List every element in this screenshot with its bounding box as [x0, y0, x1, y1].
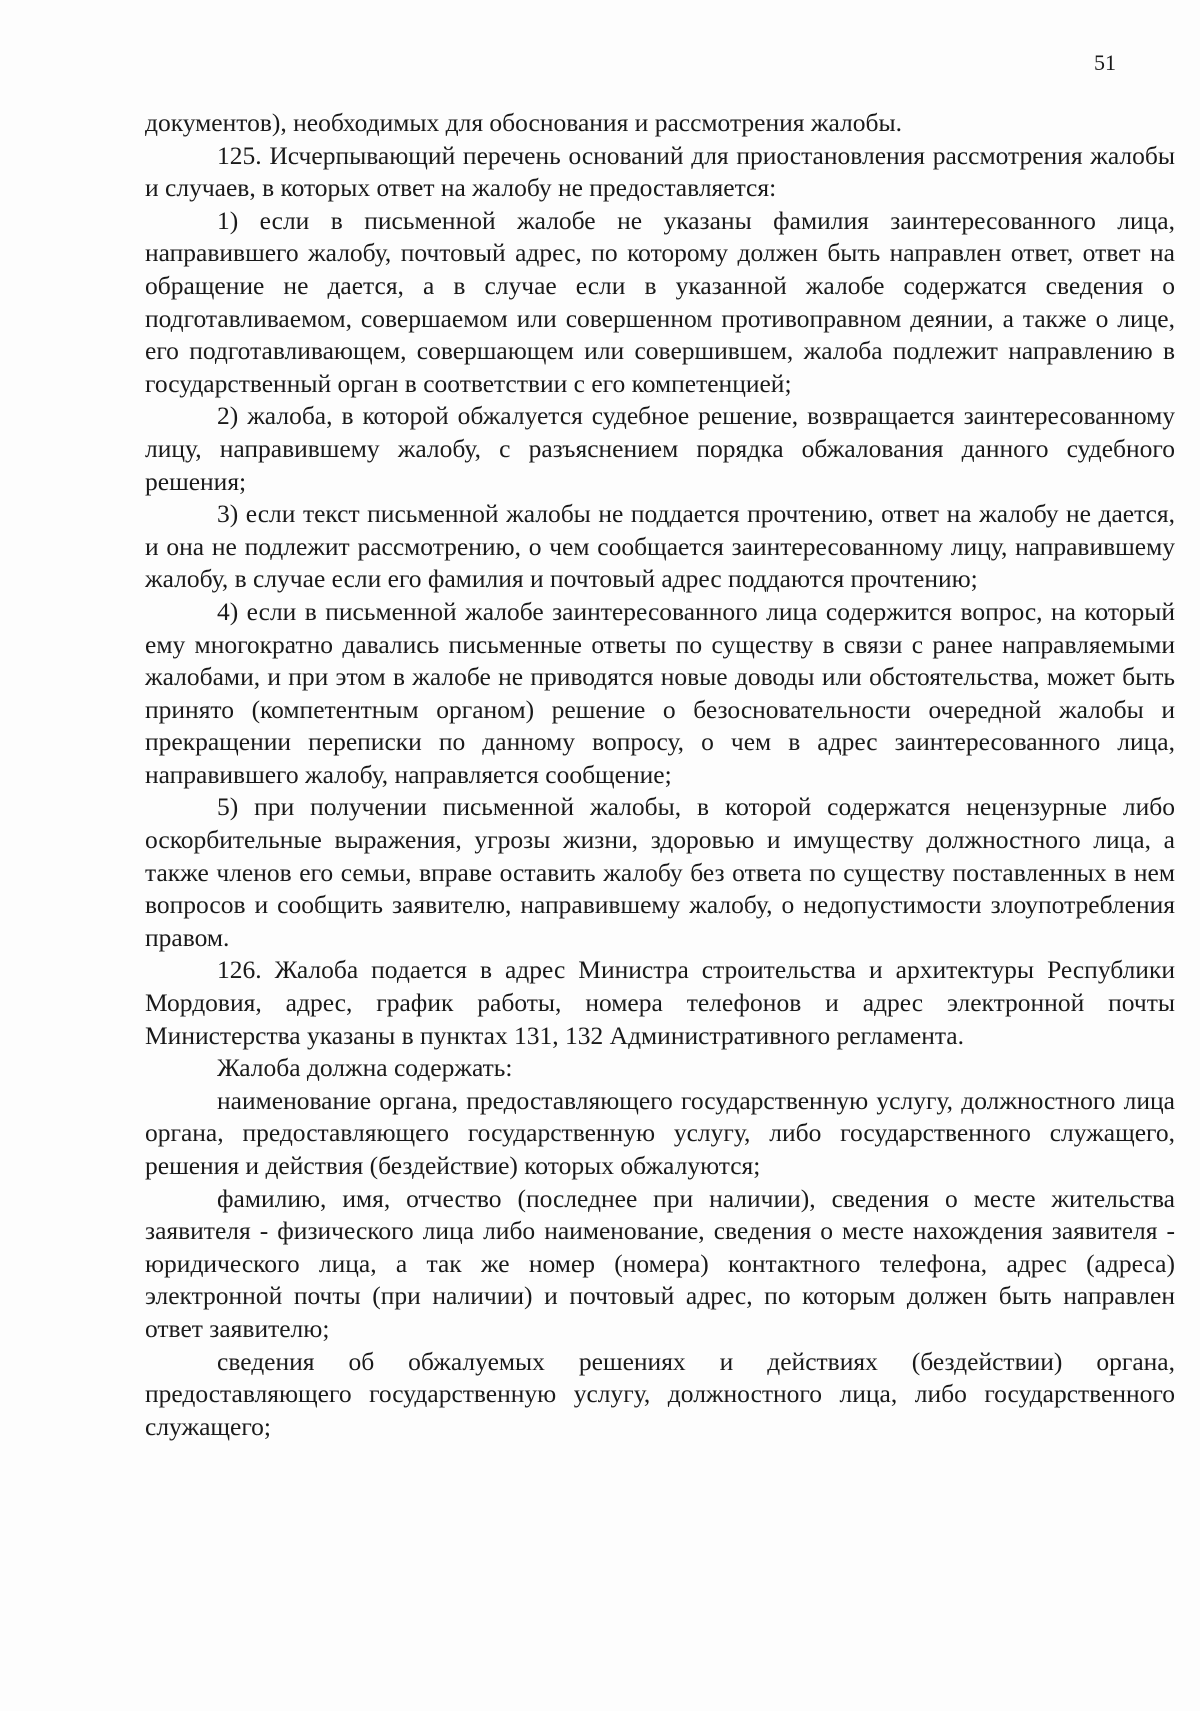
- page-number: 51: [1094, 50, 1116, 75]
- paragraph: 3) если текст письменной жалобы не поддается прочтению, ответ на жалобу не дается, и она не подлежит рассмотрению, о чем сообщается заинтересованному лицу, направившему жалобу, в случае если его фамилия и почтовый адрес поддаются прочтению;: [145, 499, 1175, 594]
- paragraph: документов), необходимых для обоснования и рассмотрения жалобы.: [145, 108, 902, 137]
- paragraph: наименование органа, предоставляющего государственную услугу, должностного лица органа, предоставляющего государственную услугу, либо государственного служащего, решения и действия (бездействие) которых обжалуются;: [145, 1085, 1175, 1180]
- paragraph: 125. Исчерпывающий перечень оснований для приостановления рассмотрения жалобы и случаев, в которых ответ на жалобу не предоставляется:: [145, 140, 1175, 203]
- paragraph: 5) при получении письменной жалобы, в которой содержатся нецензурные либо оскорбительные выражения, угрозы жизни, здоровью и имуществу должностного лица, а также членов его семьи, вправе оставить жалобу без ответа по существу поставленных в нем вопросов и сообщить заявителю, направившему жалобу, о недопустимости злоупотребления правом.: [145, 792, 1175, 952]
- paragraph: 2) жалоба, в которой обжалуется судебное решение, возвращается заинтересованному лицу, направившему жалобу, с разъяснением порядка обжалования данного судебного решения;: [145, 401, 1175, 496]
- paragraph: 1) если в письменной жалобе не указаны фамилия заинтересованного лица, направившего жалобу, почтовый адрес, по которому должен быть направлен ответ, ответ на обращение не дается, а в случае если в указанной жалобе содержатся сведения о подготавливаемом, совершаемом или совершенном противоправном деянии, а также о лице, его подготавливающем, совершающем или совершившем, жалоба подлежит направлению в государственный орган в соответствии с его компетенцией;: [145, 205, 1175, 398]
- paragraph: сведения об обжалуемых решениях и действиях (бездействии) органа, предоставляющего государственную услугу, должностного лица, либо государственного служащего;: [145, 1346, 1175, 1441]
- paragraph: фамилию, имя, отчество (последнее при наличии), сведения о месте жительства заявителя - физического лица либо наименование, сведения о месте нахождения заявителя - юридического лица, а так же номер (номера) контактного телефона, адрес (адреса) электронной почты (при наличии) и почтовый адрес, по которым должен быть направлен ответ заявителю;: [145, 1183, 1175, 1343]
- paragraph: Жалоба должна содержать:: [217, 1053, 513, 1083]
- paragraph: 4) если в письменной жалобе заинтересованного лица содержится вопрос, на который ему многократно давались письменные ответы по существу в связи с ранее направляемыми жалобами, и при этом в жалобе не приводятся новые доводы или обстоятельства, может быть принято (компетентным органом) решение о безосновательности очередной жалобы и прекращении переписки по данному вопросу, о чем в адрес заинтересованного лица, направившего жалобу, направляется сообщение;: [145, 596, 1175, 789]
- paragraph: 126. Жалоба подается в адрес Министра строительства и архитектуры Республики Мордовия, адрес, график работы, номера телефонов и адрес электронной почты Министерства указаны в пунктах 131, 132 Административного регламента.: [145, 955, 1175, 1050]
- document-body: [145, 107, 1175, 1443]
